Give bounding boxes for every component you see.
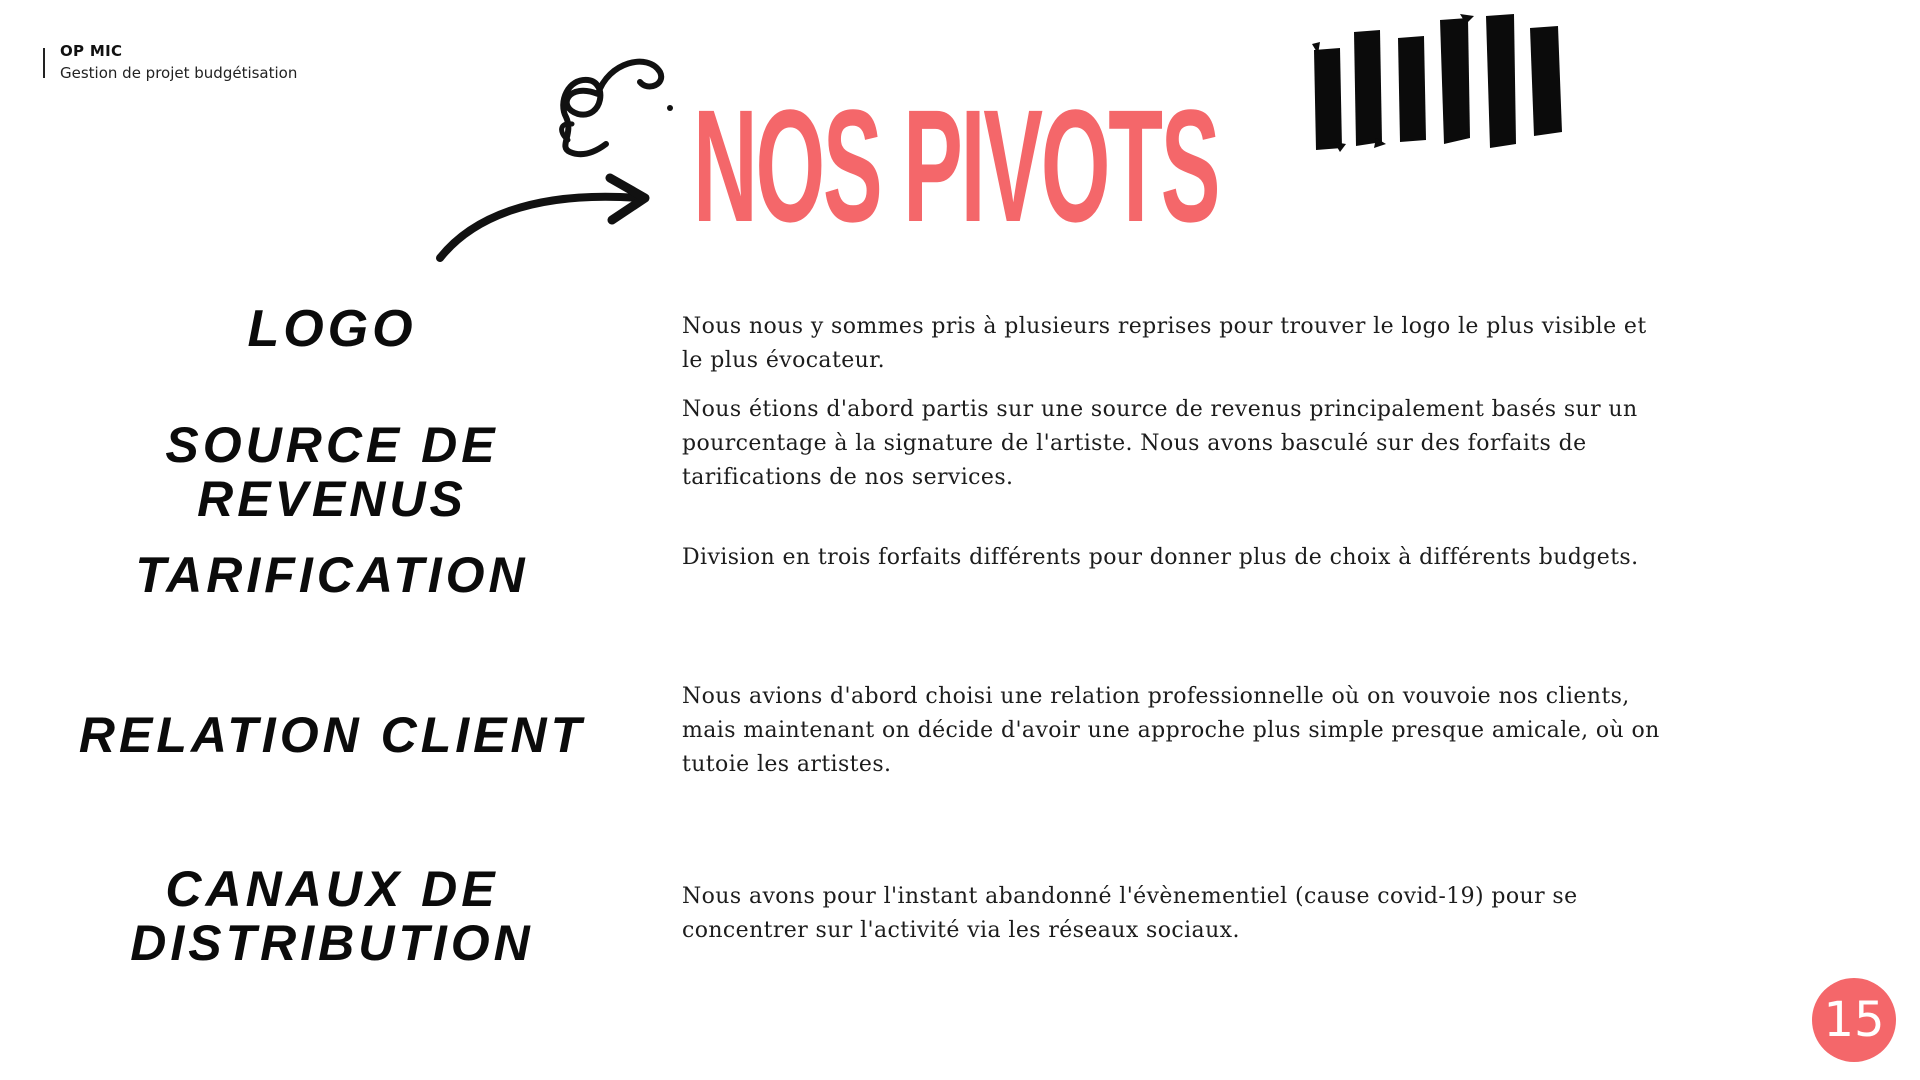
pivot-label-canaux-de-distribution: CANAUX DE DISTRIBUTION bbox=[130, 861, 534, 971]
brush-strokes-icon bbox=[1310, 14, 1570, 154]
page-number-badge: 15 bbox=[1812, 978, 1896, 1062]
pivot-label-tarification: TARIFICATION bbox=[135, 547, 529, 603]
pivot-label-relation-client: RELATION CLIENT bbox=[78, 707, 586, 763]
pivot-desc-source-de-revenus: Nous étions d'abord partis sur une source de revenus principalement basés sur un pourcentage à la signature de l'artiste. Nous avons basculé sur des forfaits de tarifications de nos services. bbox=[682, 397, 1638, 490]
page-title: NOS PIVOTS bbox=[693, 76, 1219, 255]
pivot-label-source-de-revenus: SOURCE DE REVENUS bbox=[165, 417, 499, 527]
pivot-label-logo: LOGO bbox=[247, 300, 417, 358]
header-title: OP MIC bbox=[60, 42, 123, 60]
pivot-desc-relation-client: Nous avions d'abord choisi une relation professionnelle où on vouvoie nos clients, mais maintenant on décide d'avoir une approche plus simple presque amicale, où on tutoie les artistes. bbox=[682, 684, 1660, 777]
header-subtitle: Gestion de projet budgétisation bbox=[60, 64, 298, 82]
pivot-desc-canaux-de-distribution: Nous avons pour l'instant abandonné l'évènementiel (cause covid-19) pour se concentrer sur l'activité via les réseaux sociaux. bbox=[682, 884, 1578, 943]
curved-arrow-icon bbox=[430, 170, 660, 270]
pivot-desc-logo: Nous nous y sommes pris à plusieurs reprises pour trouver le logo le plus visible et le plus évocateur. bbox=[682, 314, 1647, 373]
header-divider bbox=[43, 48, 45, 78]
pivot-desc-tarification: Division en trois forfaits différents pour donner plus de choix à différents budgets. bbox=[682, 545, 1639, 570]
spiral-scribble-icon bbox=[548, 52, 678, 162]
